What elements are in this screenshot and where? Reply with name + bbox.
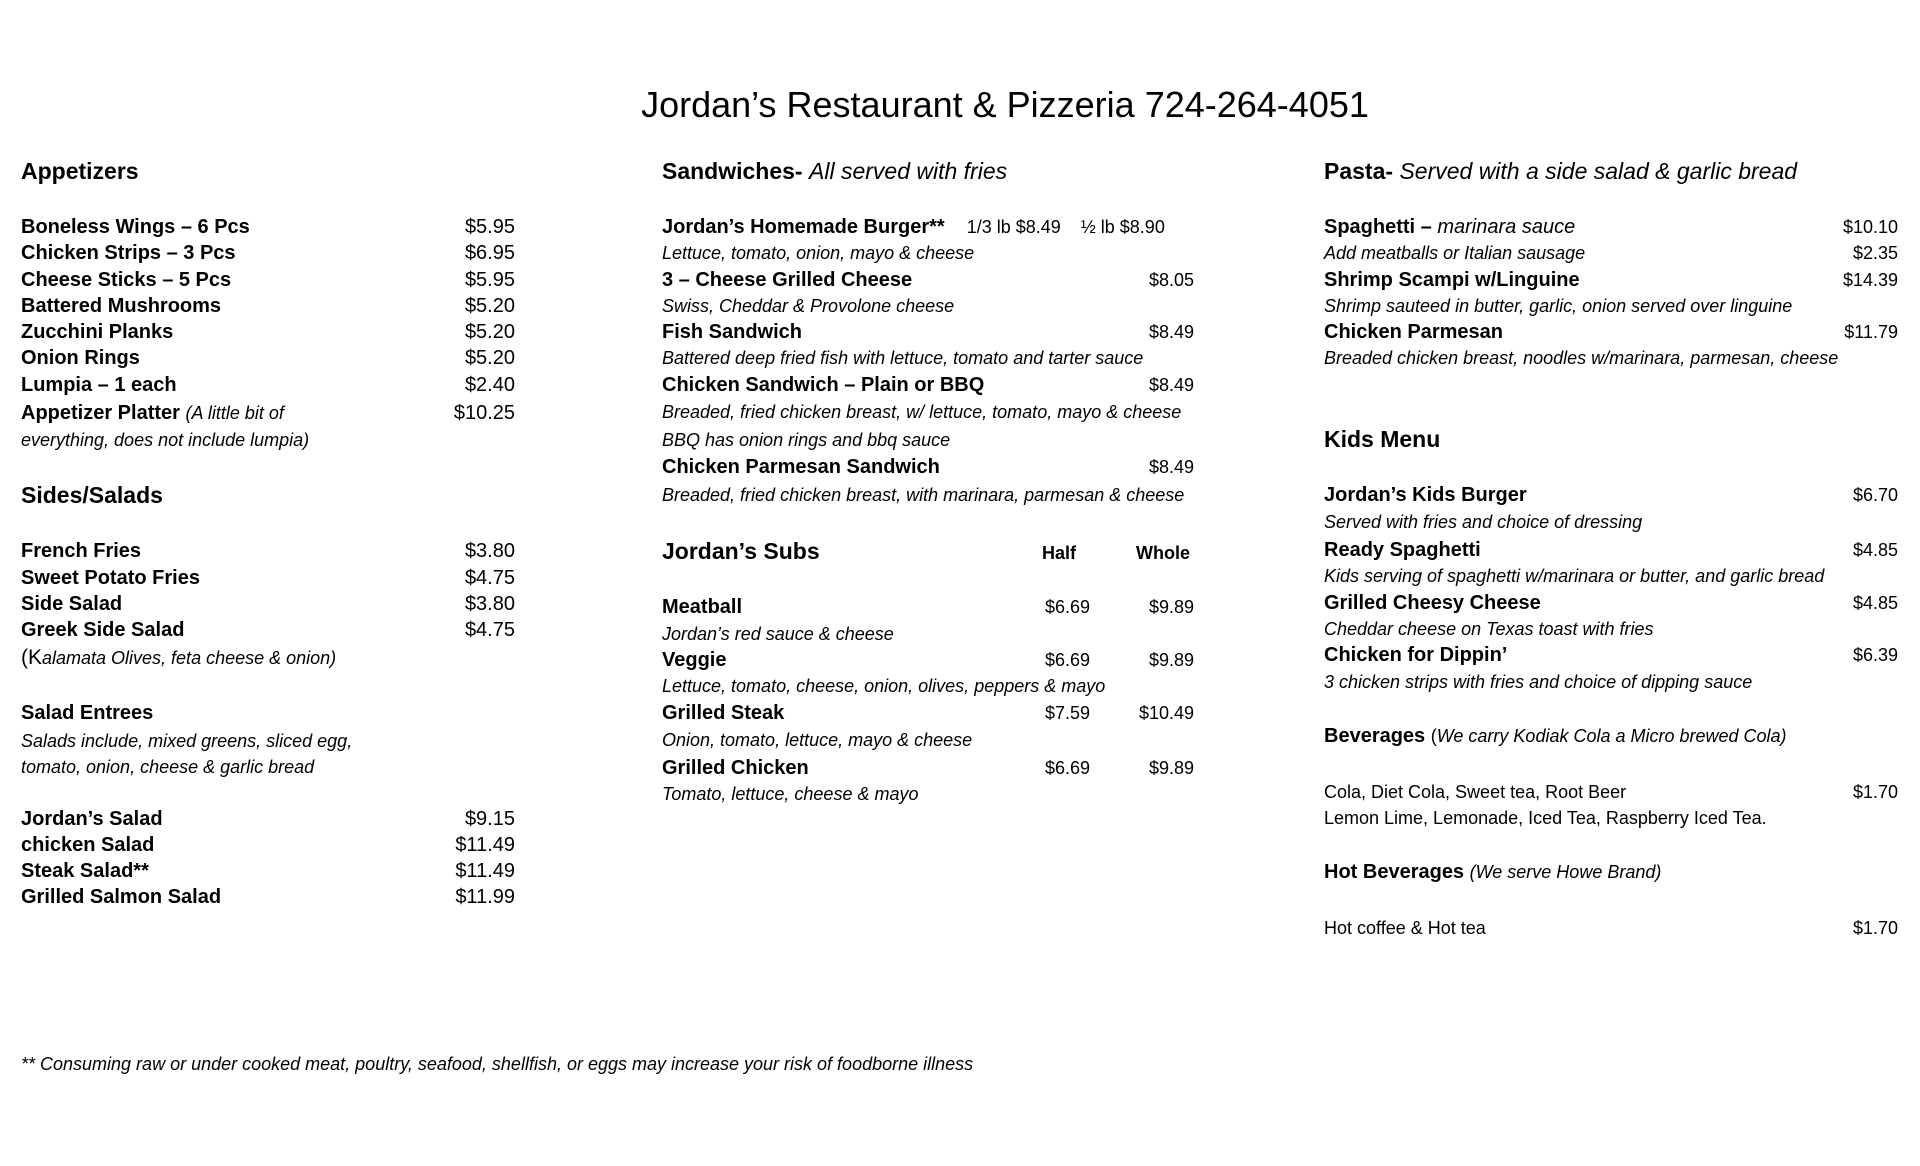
pasta-list [1324, 214, 1898, 372]
item-price: $11.49 [455, 860, 515, 883]
menu-item [662, 594, 1194, 620]
item-price: $11.99 [455, 886, 515, 909]
item-price: $3.80 [464, 540, 515, 563]
menu-item [662, 454, 1194, 480]
item-name: Chicken Parmesan Sandwich [662, 456, 940, 479]
menu-item [1324, 214, 1898, 240]
menu-item [1324, 537, 1898, 563]
menu-item [21, 345, 515, 371]
menu-item [1324, 482, 1898, 508]
sides-heading: Sides/Salads [21, 482, 163, 509]
item-name: Grilled Chicken [662, 756, 809, 779]
item-price: $4.75 [464, 619, 515, 642]
addon-price: $2.35 [1852, 243, 1898, 264]
item-name: Chicken Parmesan [1324, 321, 1503, 344]
salad-entrees-heading: Salad Entrees [21, 701, 154, 724]
item-name: Spaghetti – [1324, 216, 1432, 238]
hot-beverages-heading-row [1324, 857, 1898, 887]
item-price: $14.39 [1842, 269, 1898, 290]
hot-beverage-price: $1.70 [1852, 918, 1898, 939]
item-price: $5.20 [464, 347, 515, 370]
foodborne-illness-disclaimer: ** Consuming raw or under cooked meat, poultry, seafood, shellfish, or eggs may increase your risk of foodborne illness [21, 1054, 974, 1074]
item-name: 3 – Cheese Grilled Cheese [662, 268, 913, 291]
salad-entrees-list [21, 806, 515, 911]
item-desc: Breaded, fried chicken breast, w/ lettuce, tomato, mayo & cheese [662, 402, 1182, 423]
sides-list [21, 538, 515, 671]
item-price: $4.85 [1852, 540, 1898, 561]
menu-item [21, 240, 515, 266]
item-sub: marinara sauce [1437, 216, 1576, 238]
item-desc: Breaded, fried chicken breast, with marinara, parmesan & cheese [662, 485, 1185, 506]
salad-entrees-desc-line1: Salads include, mixed greens, sliced egg, [21, 730, 353, 751]
item-price: $6.70 [1852, 484, 1898, 505]
menu-item [21, 293, 515, 319]
menu-item [21, 617, 515, 643]
hot-beverages-note: (We serve Howe Brand) [1469, 862, 1662, 883]
item-price-half: ½ lb $8.90 [1080, 217, 1165, 237]
item-price: $5.20 [464, 321, 515, 344]
menu-item [21, 267, 515, 293]
item-name: Greek Side Salad [21, 619, 185, 642]
item-note: (A little bit of [185, 403, 284, 424]
item-note-continued: everything, does not include lumpia) [21, 430, 310, 451]
item-price: $5.20 [464, 294, 515, 317]
item-name: Boneless Wings – 6 Pcs [21, 216, 250, 238]
hot-beverage-list: Hot coffee & Hot tea [1324, 918, 1486, 939]
item-price: $8.49 [1148, 374, 1194, 395]
item-name: Grilled Cheesy Cheese [1324, 591, 1541, 614]
menu-item [662, 700, 1194, 726]
item-name: Battered Mushrooms [21, 294, 222, 317]
beverage-list-1: Cola, Diet Cola, Sweet tea, Root Beer [1324, 781, 1627, 802]
item-name: Sweet Potato Fries [21, 566, 200, 589]
sandwiches-list [662, 214, 1194, 510]
item-price: $6.39 [1852, 645, 1898, 666]
item-price-half: $6.69 [1044, 597, 1090, 618]
menu-item-burger [662, 214, 1194, 240]
item-price: $5.95 [464, 268, 515, 291]
item-price: $4.85 [1852, 592, 1898, 613]
item-desc: Shrimp sauteed in butter, garlic, onion served over linguine [1324, 295, 1793, 316]
item-name: Grilled Salmon Salad [21, 886, 222, 909]
item-name: Grilled Steak [662, 701, 785, 724]
item-name: Jordan’s Kids Burger [1324, 483, 1527, 506]
sandwiches-heading: Sandwiches- All served with fries [662, 158, 1008, 184]
item-price-whole: $9.89 [1148, 597, 1194, 618]
hot-beverage-line [1324, 915, 1898, 941]
item-price-third: 1/3 lb $8.49 [966, 217, 1061, 237]
item-price-whole: $9.89 [1148, 757, 1194, 778]
pasta-heading: Pasta- Served with a side salad & garlic bread [1324, 158, 1798, 184]
beverages-heading: Beverages [1324, 724, 1426, 747]
item-desc: Swiss, Cheddar & Provolone cheese [662, 295, 955, 316]
item-price: $5.95 [464, 216, 515, 238]
menu-item [21, 214, 515, 240]
kids-list [1324, 482, 1898, 695]
item-price: $10.10 [1842, 217, 1898, 237]
column-right [1324, 156, 1898, 942]
item-name: Veggie [662, 648, 727, 671]
item-name: chicken Salad [21, 833, 155, 856]
subs-col-half: Half [1041, 543, 1076, 564]
subs-list [662, 594, 1194, 807]
column-left [21, 156, 515, 911]
item-price-whole: $10.49 [1138, 702, 1194, 723]
item-price: $10.25 [453, 402, 515, 425]
kids-heading: Kids Menu [1324, 425, 1441, 452]
subs-col-whole: Whole [1136, 543, 1190, 564]
item-name: Chicken Sandwich – Plain or BBQ [662, 373, 985, 396]
menu-item [1324, 319, 1898, 345]
menu-item [662, 755, 1194, 781]
menu-item [662, 372, 1194, 398]
item-desc: Tomato, lettuce, cheese & mayo [662, 784, 919, 805]
item-price: $11.49 [455, 833, 515, 856]
item-name: Onion Rings [21, 347, 140, 370]
subs-heading-row [662, 536, 1194, 566]
item-name: Steak Salad** [21, 860, 149, 883]
item-name: Meatball [662, 596, 743, 619]
item-name: Ready Spaghetti [1324, 539, 1481, 562]
beverages-note: We carry Kodiak Cola a Micro brewed Cola) [1436, 725, 1787, 746]
item-desc: Lettuce, tomato, cheese, onion, olives, peppers & mayo [662, 676, 1106, 697]
menu-item [21, 565, 515, 591]
item-name: French Fries [21, 540, 142, 563]
menu-item [1324, 590, 1898, 616]
column-middle [662, 156, 1194, 807]
item-desc: Cheddar cheese on Texas toast with fries [1324, 618, 1654, 639]
item-name: Side Salad [21, 592, 123, 615]
item-name: Zucchini Planks [21, 321, 174, 344]
beverage-list-2: Lemon Lime, Lemonade, Iced Tea, Raspberry Iced Tea. [1324, 808, 1767, 829]
item-desc: Served with fries and choice of dressing [1324, 512, 1643, 533]
menu-item [21, 806, 515, 832]
appetizers-heading: Appetizers [21, 158, 139, 184]
menu-item [21, 319, 515, 345]
subs-heading: Jordan’s Subs [662, 538, 820, 565]
beverage-price: $1.70 [1852, 781, 1898, 802]
item-price: $11.79 [1844, 322, 1898, 343]
item-price: $8.05 [1148, 269, 1194, 290]
menu-item [662, 647, 1194, 673]
menu-item [21, 832, 515, 858]
item-price: $8.49 [1148, 322, 1194, 343]
item-desc: 3 chicken strips with fries and choice of dipping sauce [1324, 671, 1753, 692]
item-desc: Jordan’s red sauce & cheese [662, 623, 894, 644]
item-name: Chicken Strips – 3 Pcs [21, 242, 236, 265]
menu-item [1324, 267, 1898, 293]
menu-item [21, 591, 515, 617]
item-desc: Breaded chicken breast, noodles w/marinara, parmesan, cheese [1324, 348, 1839, 369]
menu-item-platter [21, 400, 515, 426]
salad-entrees-desc-line2: tomato, onion, cheese & garlic bread [21, 756, 315, 777]
item-price: $4.75 [464, 566, 515, 589]
addon-desc: Add meatballs or Italian sausage [1324, 243, 1586, 264]
menu-item [21, 372, 515, 398]
item-price-half: $6.69 [1044, 649, 1090, 670]
item-name: Cheese Sticks – 5 Pcs [21, 268, 232, 291]
menu-item [21, 538, 515, 564]
item-price: $6.95 [464, 242, 515, 265]
item-price: $8.49 [1148, 457, 1194, 478]
menu-item [21, 858, 515, 884]
item-name: Jordan’s Homemade Burger** [662, 216, 945, 238]
item-price: $9.15 [464, 807, 515, 830]
item-price-whole: $9.89 [1148, 649, 1194, 670]
appetizers-list [21, 214, 515, 454]
menu-item [662, 319, 1194, 345]
hot-beverages-heading: Hot Beverages [1324, 861, 1465, 884]
item-name: Jordan’s Salad [21, 807, 163, 830]
item-desc: Lettuce, tomato, onion, mayo & cheese [662, 243, 975, 264]
item-price: $3.80 [464, 592, 515, 615]
item-price-half: $6.69 [1044, 757, 1090, 778]
greek-salad-note: (Kalamata Olives, feta cheese & onion) [21, 645, 337, 669]
item-desc: Kids serving of spaghetti w/marinara or butter, and garlic bread [1324, 566, 1825, 587]
item-desc: Onion, tomato, lettuce, mayo & cheese [662, 729, 973, 750]
beverages-heading-row: Beverages (We carry Kodiak Cola a Micro brewed Cola) [1324, 724, 1787, 747]
item-name: Chicken for Dippin’ [1324, 644, 1508, 667]
item-name: Lumpia – 1 each [21, 373, 177, 396]
beverage-line [1324, 779, 1898, 805]
menu-item [662, 267, 1194, 293]
item-name: Fish Sandwich [662, 321, 803, 344]
item-price-half: $7.59 [1044, 702, 1090, 723]
item-price: $2.40 [464, 373, 515, 396]
item-name: Appetizer Platter [21, 402, 180, 425]
item-desc-2: BBQ has onion rings and bbq sauce [662, 430, 951, 451]
menu-item [21, 884, 515, 910]
item-desc: Battered deep fried fish with lettuce, tomato and tarter sauce [662, 348, 1144, 369]
menu-item [1324, 642, 1898, 668]
menu-addon [1324, 240, 1898, 266]
item-name: Shrimp Scampi w/Linguine [1324, 268, 1580, 291]
page-title: Jordan’s Restaurant & Pizzeria 724-264-4051 [641, 84, 1369, 125]
